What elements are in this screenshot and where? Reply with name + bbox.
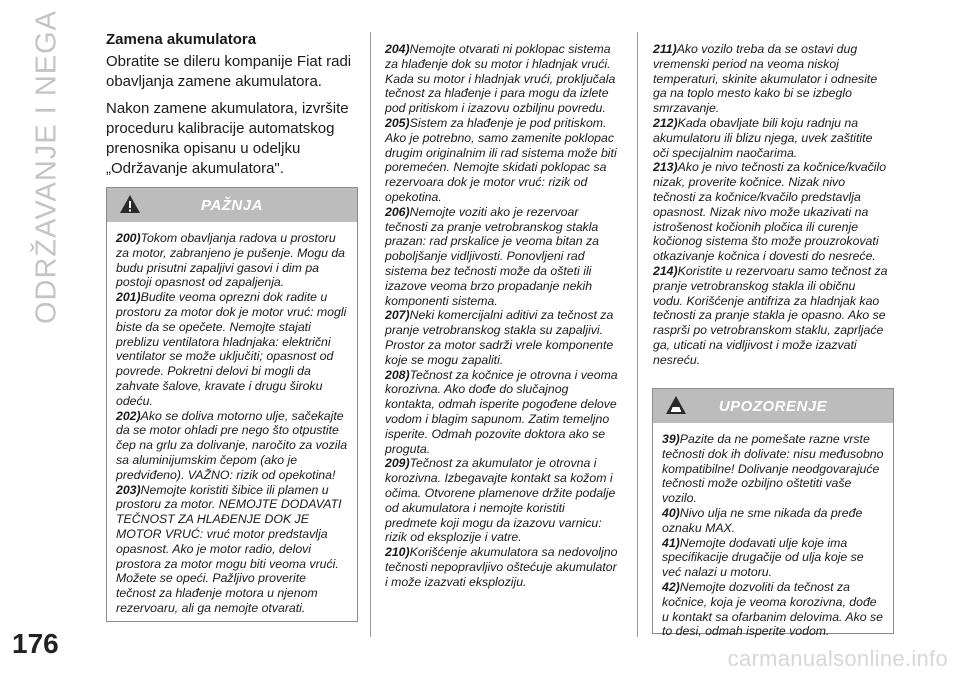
note-200: 200)Tokom obavljanja radova u prostoru za motor, zabranjeno je pušenje. Mogu da budu prisutni zapaljivi gasovi i dim pa postoji opasnost od zapaljenja. (116, 231, 346, 290)
note-41: 41)Nemojte dodavati ulje koje ima specifikacije drugačije od ulja koje se već nalazi u motoru. (662, 535, 864, 580)
note-213: 213)Ako je nivo tečnosti za kočnice/kvačilo nizak, proverite kočnice. Nizak nivo tečnosti za kočnice/kvačilo predstavlja opasnost. Nizak nivo može ukazivati na istrošenost kočionih pločica ili curenje kočionog sistema što može prouzrokovati otkazivanje kočnica i dovesti do nesreće. (653, 160, 887, 264)
note-207: 207)Neki komercijalni aditivi za tečnost za pranje vetrobranskog stakla su zapaljivi. Prostor za motor sadrži vrele komponente koje se mogu zapaliti. (385, 308, 614, 367)
watermark: carmanualsonline.info (727, 646, 948, 671)
note-210: 210)Korišćenje akumulatora sa nedovoljno tečnosti nepopravljivo oštećuje akumulator i može izazvati eksploziju. (385, 545, 618, 589)
note-39: 39)Pazite da ne pomešate razne vrste tečnosti dok ih dolivate: nisu međusobno kompatibilne! Dolivanje neodgovarajuće tečnosti može ozbiljno oštetiti vaše vozilo. (662, 432, 884, 506)
chapter-side-title: ODRŽAVANJE I NEGA (30, 9, 63, 325)
column-3 (653, 42, 888, 368)
caution-box-header (653, 389, 893, 423)
warning-box-title: PAŽNJA (201, 197, 263, 214)
note-204: 204)Nemojte otvarati ni poklopac sistema za hlađenje dok su motor i hladnjak vrući. Kada su motor i hladnjak vrući, proključala tečnost za hlađenje i para mogu da izlete pod pritiskom i izazovu ozbiljnu povredu. (385, 42, 616, 116)
column-divider (370, 32, 371, 637)
column-1 (106, 30, 358, 186)
note-206: 206)Nemojte voziti ako je rezervoar tečnosti za pranje vetrobranskog stakla prazan: rad prskalice je veoma bitan za poboljšanje vidljivosti. Ponovljeni rad sistema bez tečnosti može da ošteti ili izazove veoma brzo propadanje nekih komponenti sistema. (385, 204, 599, 308)
section-paragraph: Nakon zamene akumulatora, izvršite proceduru kalibracije automatskog prenosnika opisanu u odeljku „Održavanje akumulatora". (106, 100, 349, 177)
note-209: 209)Tečnost za akumulator je otrovna i korozivna. Izbegavajte kontakt sa kožom i očima. Otvorene plamenove držite podalje od akumulatora i nemojte koristiti predmete koji mogu da izazovu varnicu: rizik od eksplozije i vatre. (385, 456, 616, 545)
note-212: 212)Kada obavljate bili koju radnju na akumulatoru ili blizu njega, uvek zaštitite oči specijalnim naočarima. (653, 115, 873, 160)
note-203: 203)Nemojte koristiti šibice ili plamen u prostoru za motor. NEMOJTE DODAVATI TEČNOST ZA HLAĐENJE DOK JE MOTOR VRUĆ: vruć motor predstavlja opasnost. Ako je motor radio, delovi prostora za motor mogu biti veoma vrući. Možete se opeći. Pažljivo proverite tečnost za hlađenje motora u njenom rezervoaru, ali ga nemojte otvarati. (116, 482, 342, 615)
warning-box (106, 187, 358, 622)
warning-box-header (107, 188, 357, 222)
note-208: 208)Tečnost za kočnice je otrovna i veoma korozivna. Ako dođe do slučajnog kontakta, odmah isperite pogođene delove vodom i blagim sapunom. Zatim temeljno isperite. Odmah pozovite doktora ako se proguta. (385, 367, 618, 456)
caution-box-title: UPOZORENJE (718, 398, 828, 415)
note-42: 42)Nemojte dozvoliti da tečnost za kočnice, koja je veoma korozivna, dođe u kontakt sa ofarbanim delovima. Ako se to desi, odmah isperite vodom. (662, 579, 884, 639)
note-202: 202)Ako se doliva motorno ulje, sačekajte da se motor ohladi pre nego što otpustite čep na grlu za dolivanje, naročito za vozila sa aluminijumskim čepom (ako je predviđeno). VAŽNO: rizik od opekotina! (116, 408, 348, 482)
note-205: 205)Sistem za hlađenje je pod pritiskom. Ako je potrebno, samo zamenite poklopac drugim originalnim ili rad sistema može biti poremećen. Nemojte skidati poklopac sa rezervoara dok je motor vruć: rizik od opekotina. (385, 115, 617, 204)
page-number: 176 (12, 628, 59, 659)
note-211: 211)Ako vozilo treba da se ostavi dug vremenski period na veoma niskoj temperaturi, skinite akumulator i odnesite ga na toplo mesto kako bi se izbeglo smrzavanje. (653, 42, 878, 116)
note-201: 201)Budite veoma oprezni dok radite u prostoru za motor dok je motor vruć: mogli biste da se opečete. Nemojte stajati preblizu ventilatora hladnjaka: električni ventilator se može uključiti; opasnost od povrede. Pokretni delovi bi mogli da zahvate šalove, kravate i drugu široku odeću. (116, 290, 347, 408)
section-paragraph: Obratite se dileru kompanije Fiat radi obavljanja zamene akumulatora. (106, 53, 352, 90)
column-divider (637, 32, 638, 637)
note-214: 214)Koristite u rezervoaru samo tečnost za pranje vetrobranskog stakla ili običnu vodu. Korišćenje antifriza za hladnjak kao tečnosti za pranje stakla je opasno. Ako se rasprši po vetrobranskom staklu, zaprljaće ga, uticati na vidljivost i može izazvati nesreću. (653, 263, 888, 367)
note-40: 40)Nivo ulja ne sme nikada da pređe oznaku MAX. (662, 505, 863, 535)
section-title: Zamena akumulatora (106, 31, 257, 48)
caution-box (652, 388, 894, 639)
column-2 (385, 42, 620, 589)
